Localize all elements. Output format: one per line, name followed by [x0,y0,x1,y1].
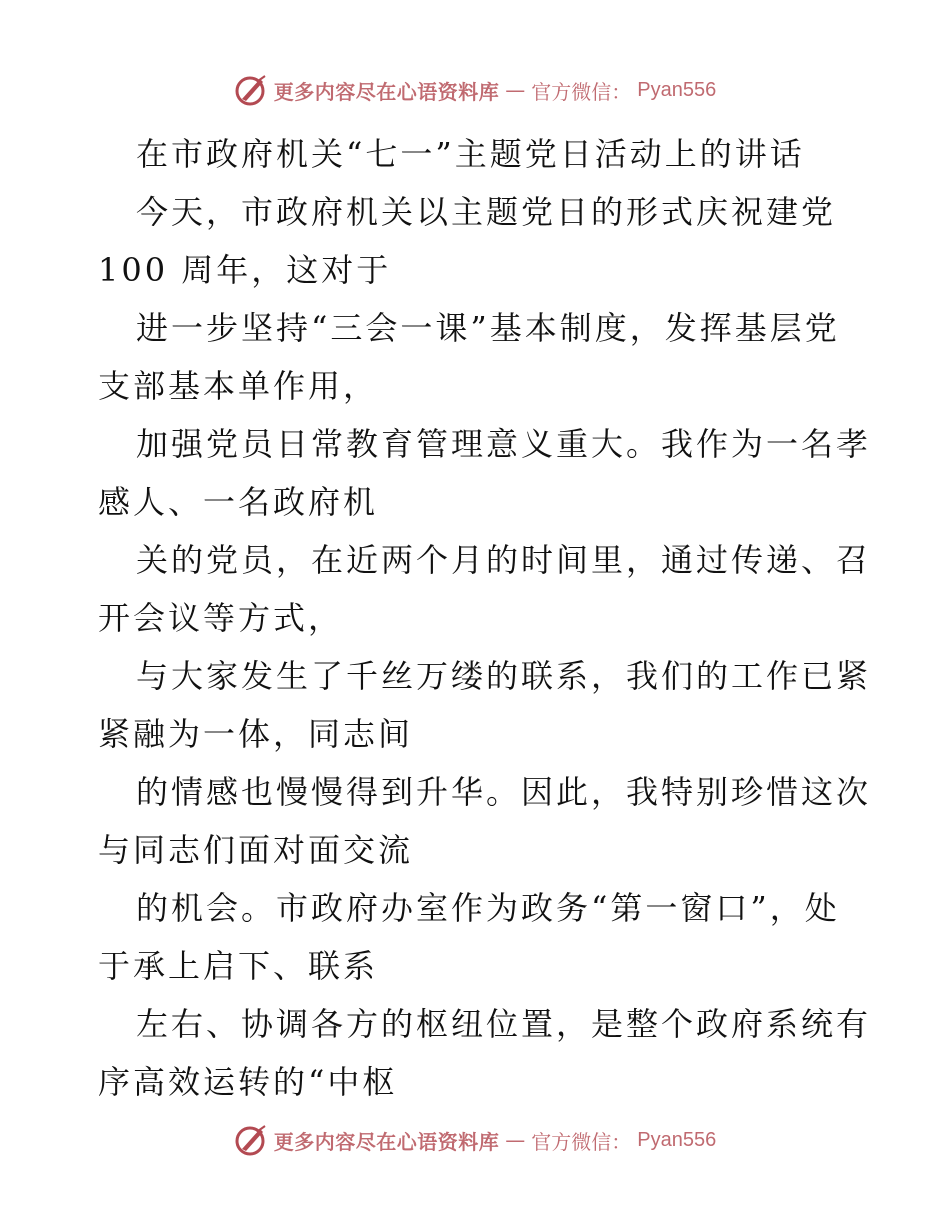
paragraph-line: 序高效运转的“中枢 [98,1063,398,1101]
paragraph-line: 于承上启下、联系 [98,947,379,985]
paragraph-line: 感人、一名政府机 [98,483,379,521]
paragraph-line: 左右、协调各方的枢纽位置，是整个政府系统有 [136,1005,872,1043]
document-body [98,125,872,1111]
footer-watermark [0,1120,950,1160]
watermark-dash: — [505,1128,526,1152]
paragraph-line: 加强党员日常教育管理意义重大。我作为一名孝 [136,425,872,463]
paragraph-line: 今天，市政府机关以主题党日的形式庆祝建党 [136,193,837,231]
paragraph-line: 开会议等方式， [98,599,344,637]
header-watermark [0,70,950,110]
watermark-subtitle: 官方微信： [531,79,632,104]
quill-logo-icon [234,1123,268,1157]
watermark-text: 更多内容尽在心语资料库 [273,1129,500,1154]
paragraph-line: 的机会。市政府办室作为政务“第一窗口”，处 [136,889,840,927]
paragraph-line: 与同志们面对面交流 [98,831,414,869]
watermark-text: 更多内容尽在心语资料库 [273,79,500,104]
paragraph-line: 关的党员，在近两个月的时间里，通过传递、召 [136,541,872,579]
quill-logo-icon [234,73,268,107]
paragraph-line: 进一步坚持“三会一课”基本制度，发挥基层党 [136,309,840,347]
document-title: 在市政府机关“七一”主题党日活动上的讲话 [136,135,805,173]
paragraph-line: 与大家发生了千丝万缕的联系，我们的工作已紧 [136,657,872,695]
watermark-wechat-id: Pyan556 [637,1128,717,1151]
paragraph-line: 紧融为一体，同志间 [98,715,414,753]
watermark-wechat-id: Pyan556 [637,78,717,101]
paragraph-line: 的情感也慢慢得到升华。因此，我特别珍惜这次 [136,773,872,811]
watermark-dash: — [505,78,526,102]
paragraph-line: 支部基本单作用， [98,367,379,405]
paragraph-line: 100 周年，这对于 [98,251,392,289]
watermark-subtitle: 官方微信： [531,1129,632,1154]
